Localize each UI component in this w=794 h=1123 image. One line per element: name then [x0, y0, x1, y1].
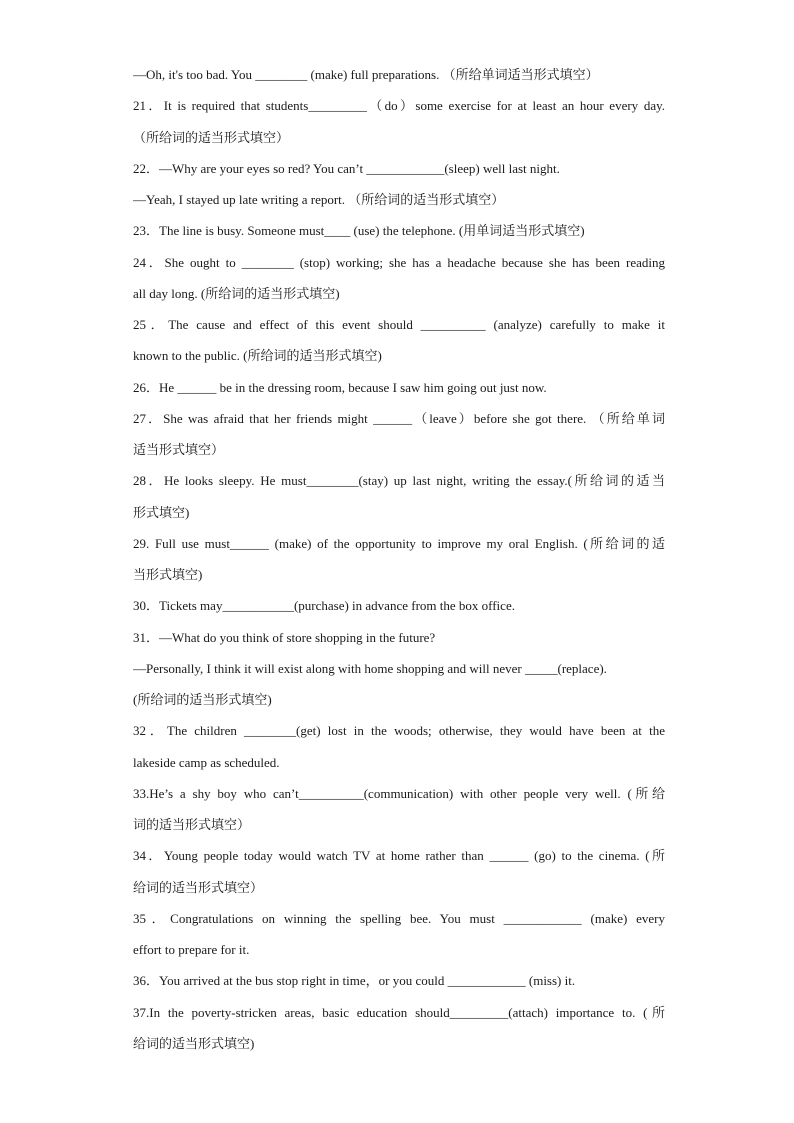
- text-line: 31．—What do you think of store shopping in the future?: [133, 629, 436, 645]
- text-line: 词的适当形式填空）: [133, 817, 251, 832]
- text-line: 36．You arrived at the bus stop right in time，or you could ____________ (miss) it.: [133, 973, 576, 989]
- text-line: 32．The children ________(get) lost in the woods; otherwise, they would have been at the: [133, 723, 665, 739]
- text-line: 28．He looks sleepy. He must________(stay) up last night, writing the essay.(所给词的适当: [133, 473, 665, 489]
- text-line: 23．The line is busy. Someone must____ (use) the telephone. (用单词适当形式填空): [133, 223, 585, 239]
- text-line: —Oh, it's too bad. You ________ (make) full preparations. （所给单词适当形式填空）: [133, 67, 599, 82]
- text-line: （所给词的适当形式填空）: [133, 129, 290, 145]
- text-line: 34．Young people today would watch TV at home rather than ______ (go) to the cinema. (所: [133, 848, 665, 864]
- text-line: —Yeah, I stayed up late writing a report. （所给词的适当形式填空）: [133, 192, 505, 207]
- text-line: all day long. (所给词的适当形式填空): [133, 285, 340, 301]
- text-line: 30．Tickets may___________(purchase) in advance from the box office.: [133, 598, 515, 614]
- text-line: effort to prepare for it.: [133, 942, 250, 957]
- text-line: 适当形式填空）: [133, 442, 225, 457]
- text-line: (所给词的适当形式填空): [133, 692, 272, 707]
- text-line: 21．It is required that students_________（do）some exercise for at least an hour every day.: [133, 98, 665, 114]
- text-line: 29. Full use must______ (make) of the opportunity to improve my oral English. (所给词的适: [133, 535, 665, 551]
- text-line: 33.He’s a shy boy who can’t__________(communication) with other people very well. (所给: [133, 785, 665, 801]
- text-line: lakeside camp as scheduled.: [133, 754, 280, 770]
- text-line: 25．The cause and effect of this event should __________ (analyze) carefully to make it: [133, 317, 665, 332]
- text-line: 给词的适当形式填空): [133, 1035, 255, 1051]
- text-line: 24．She ought to ________ (stop) working; she has a headache because she has been reading: [133, 254, 665, 270]
- text-line: 当形式填空): [133, 567, 203, 582]
- text-line: 37.In the poverty-stricken areas, basic education should_________(attach) importance to. (所: [133, 1004, 665, 1020]
- text-line: 27．She was afraid that her friends might ______（leave）before she got there. （所给单词: [133, 410, 665, 426]
- text-line: 22．—Why are your eyes so red? You can’t ____________(sleep) well last night.: [133, 160, 560, 176]
- text-line: —Personally, I think it will exist along with home shopping and will never _____(replace).: [133, 660, 607, 676]
- text-line: 形式填空): [133, 504, 190, 520]
- text-line: known to the public. (所给词的适当形式填空): [133, 348, 382, 364]
- text-line: 26．He ______ be in the dressing room, because I saw him going out just now.: [133, 379, 547, 395]
- text-line: 给词的适当形式填空）: [133, 879, 264, 895]
- exercise-list: [133, 64, 665, 1064]
- text-line: 35．Congratulations on winning the spelling bee. You must ____________ (make) every: [133, 910, 665, 926]
